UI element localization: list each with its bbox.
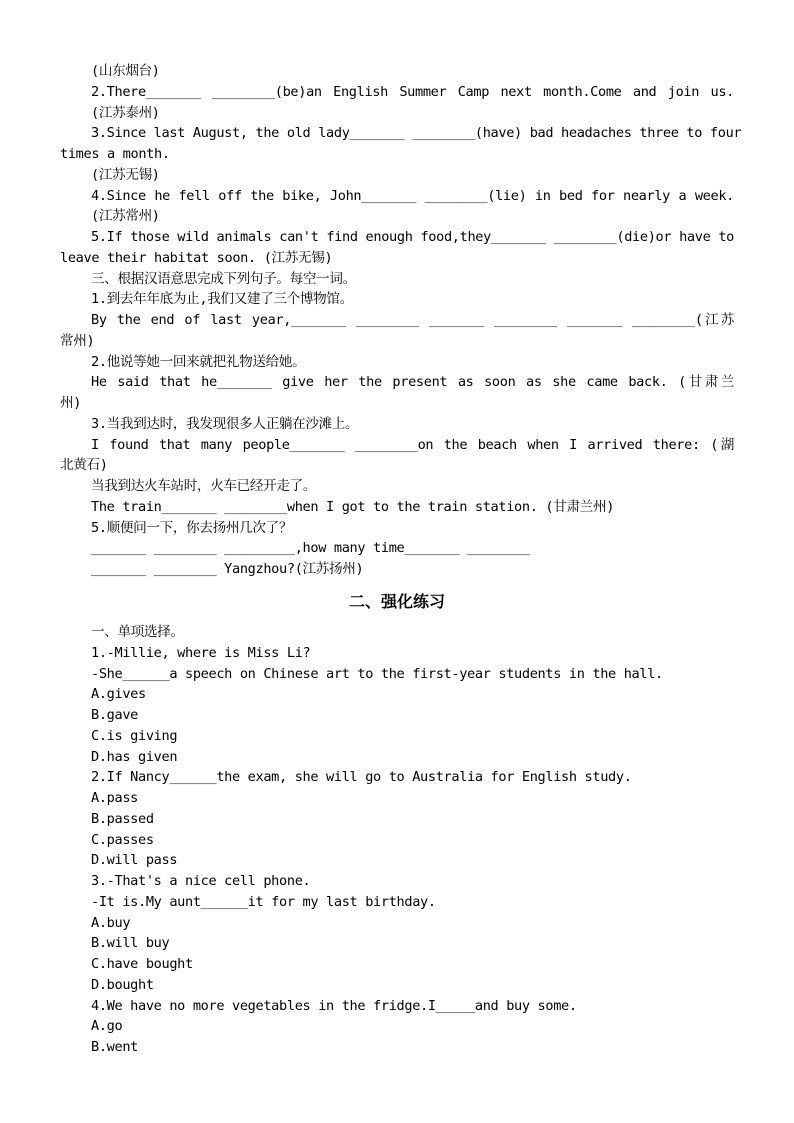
question-line: 3.-That's a nice cell phone. — [91, 873, 311, 889]
text-line: The train_______ ________when I got to the train station. (甘肃兰州) — [91, 498, 615, 515]
section-title: 二、强化练习 — [348, 592, 445, 611]
text-line: 当我到达火车站时，火车已经开走了。 — [91, 478, 317, 494]
answer-option: B.passed — [91, 810, 154, 827]
text-line: 2.他说等她一回来就把礼物送给她。 — [91, 353, 306, 370]
text-line: 北黄石) — [60, 457, 108, 474]
text-line: 1.到去年年底为止,我们又建了三个博物馆。 — [91, 291, 353, 308]
text-line: He said that he_______ give her the present as soon as she came back. (甘肃兰 — [91, 374, 734, 391]
answer-option: A.go — [91, 1018, 123, 1035]
answer-option: B.went — [91, 1039, 139, 1055]
text-line: 2.There_______ ________(be)an English Summer Camp next month.Come and join us. — [91, 83, 734, 100]
text-line: I found that many people_______ ________on the beach when I arrived there: (湖 — [91, 436, 734, 453]
answer-option: C.have bought — [91, 956, 193, 972]
text-line: (山东烟台) — [91, 63, 160, 79]
question-line: -She______a speech on Chinese art to the first-year students in the hall. — [91, 665, 663, 682]
text-line: leave their habitat soon. (江苏无锡) — [60, 249, 333, 266]
question-line: 1.-Millie, where is Miss Li? — [91, 644, 311, 661]
answer-option: D.bought — [91, 976, 154, 993]
text-line: 3.当我到达时，我发现很多人正躺在沙滩上。 — [91, 415, 359, 432]
text-line: (江苏常州) — [91, 208, 160, 225]
text-line: 4.Since he fell off the bike, John_______ ________(lie) in bed for nearly a week. — [91, 187, 734, 204]
text-line: (江苏泰州) — [91, 104, 160, 121]
text-line: 3.Since last August, the old lady_______ ________(have) bad headaches three to four — [91, 125, 742, 142]
text-line: 州) — [60, 395, 82, 411]
text-line: 常州) — [60, 332, 95, 349]
question-line: 一、单项选择。 — [91, 624, 184, 640]
text-line: 5.顺便问一下，你去扬州几次了？ — [91, 519, 293, 536]
answer-option: A.gives — [91, 686, 146, 703]
answer-option: C.is giving — [91, 727, 178, 744]
question-line: -It is.My aunt______it for my last birthday. — [91, 893, 436, 910]
text-line: times a month. — [60, 146, 170, 162]
answer-option: A.pass — [91, 790, 139, 806]
text-line: _______ ________ _________,how many time_______ ________ — [91, 540, 530, 557]
answer-option: B.will buy — [91, 935, 170, 952]
answer-option: D.will pass — [91, 852, 178, 869]
question-line: 4.We have no more vegetables in the fridge.I_____and buy some. — [91, 997, 577, 1014]
text-line: 5.If those wild animals can't find enough food,they_______ ________(die)or have to — [91, 229, 734, 245]
text-line: 三、根据汉语意思完成下列句子。每空一词。 — [91, 270, 356, 287]
answer-option: D.has given — [91, 748, 178, 765]
text-line: (江苏无锡) — [91, 166, 160, 183]
text-line: _______ ________ Yangzhou?(江苏扬州) — [91, 561, 364, 577]
answer-option: A.buy — [91, 914, 131, 931]
text-line: By the end of last year,_______ ________ _______ ________ _______ ________(江苏 — [91, 312, 734, 328]
question-line: 2.If Nancy______the exam, she will go to Australia for English study. — [91, 769, 632, 786]
answer-option: B.gave — [91, 707, 139, 723]
answer-option: C.passes — [91, 831, 154, 848]
